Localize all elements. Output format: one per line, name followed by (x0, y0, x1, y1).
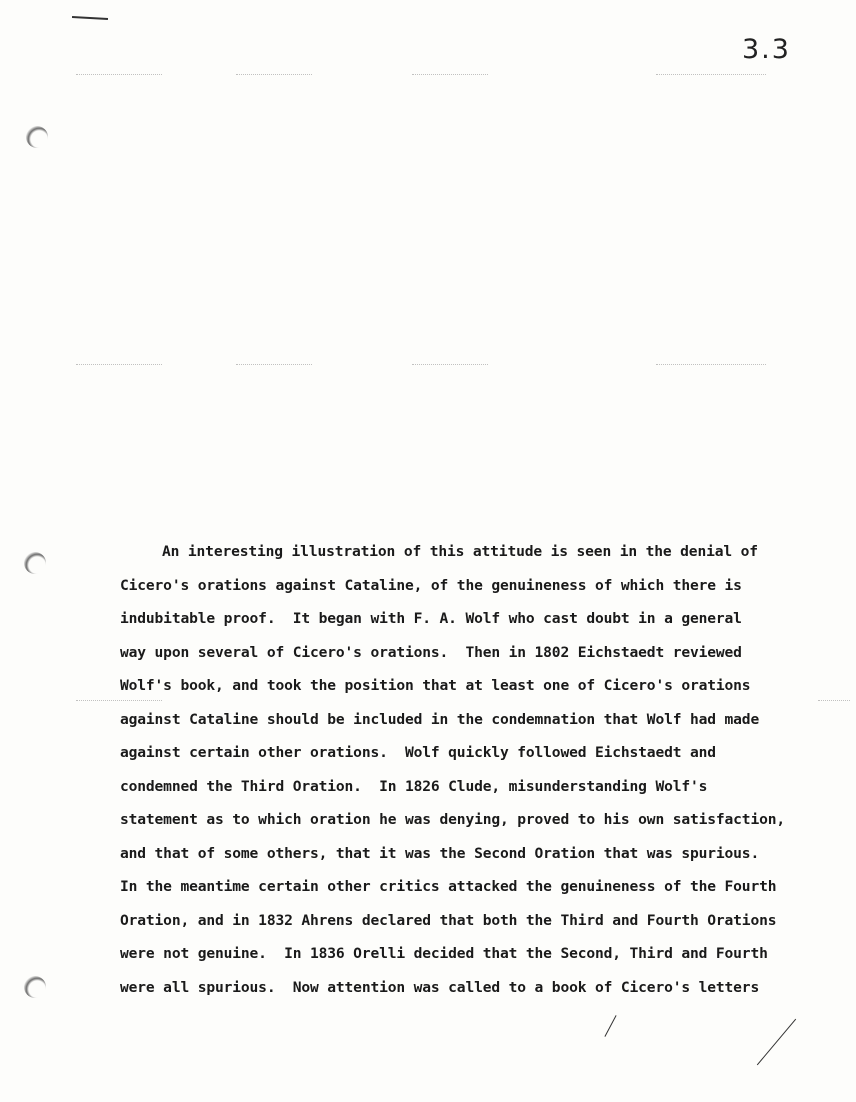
page-number: 3.3 (742, 34, 791, 65)
faint-rule (236, 364, 312, 365)
pen-stroke (604, 1015, 616, 1037)
faint-rule (412, 74, 488, 75)
faint-rule (656, 364, 766, 365)
text-line: In the meantime certain other critics attacked the genuineness of the Fourth (120, 878, 777, 895)
faint-rule (76, 74, 162, 75)
text-line: Wolf's book, and took the position that at least one of Cicero's orations (120, 677, 751, 694)
text-line: indubitable proof. It began with F. A. Wolf who cast doubt in a general (120, 610, 742, 627)
faint-rule (818, 700, 850, 701)
text-line: were not genuine. In 1836 Orelli decided that the Second, Third and Fourth (120, 945, 768, 962)
text-line: way upon several of Cicero's orations. Then in 1802 Eichstaedt reviewed (120, 643, 742, 661)
text-line: An interesting illustration of this attitude is seen in the denial of (162, 543, 758, 560)
body-paragraph (120, 540, 785, 1009)
text-line: against Cataline should be included in the condemnation that Wolf had made (120, 710, 760, 728)
faint-rule (412, 364, 488, 365)
punch-hole (24, 552, 46, 574)
faint-rule (656, 74, 766, 75)
punch-hole (26, 126, 48, 148)
text-line: against certain other orations. Wolf quickly followed Eichstaedt and (120, 744, 716, 761)
faint-rule (76, 364, 162, 365)
pen-stroke (757, 1019, 796, 1066)
punch-hole (24, 976, 46, 998)
pen-mark (72, 16, 108, 20)
faint-rule (236, 74, 312, 75)
text-line: Oration, and in 1832 Ahrens declared that both the Third and Fourth Orations (120, 911, 777, 929)
text-line: Cicero's orations against Cataline, of the genuineness of which there is (120, 576, 742, 594)
text-line: and that of some others, that it was the Second Oration that was spurious. (120, 844, 760, 862)
text-line: condemned the Third Oration. In 1826 Clude, misunderstanding Wolf's (120, 777, 708, 795)
text-line: were all spurious. Now attention was called to a book of Cicero's letters (120, 978, 760, 996)
text-line: statement as to which oration he was denying, proved to his own satisfaction, (120, 811, 785, 828)
